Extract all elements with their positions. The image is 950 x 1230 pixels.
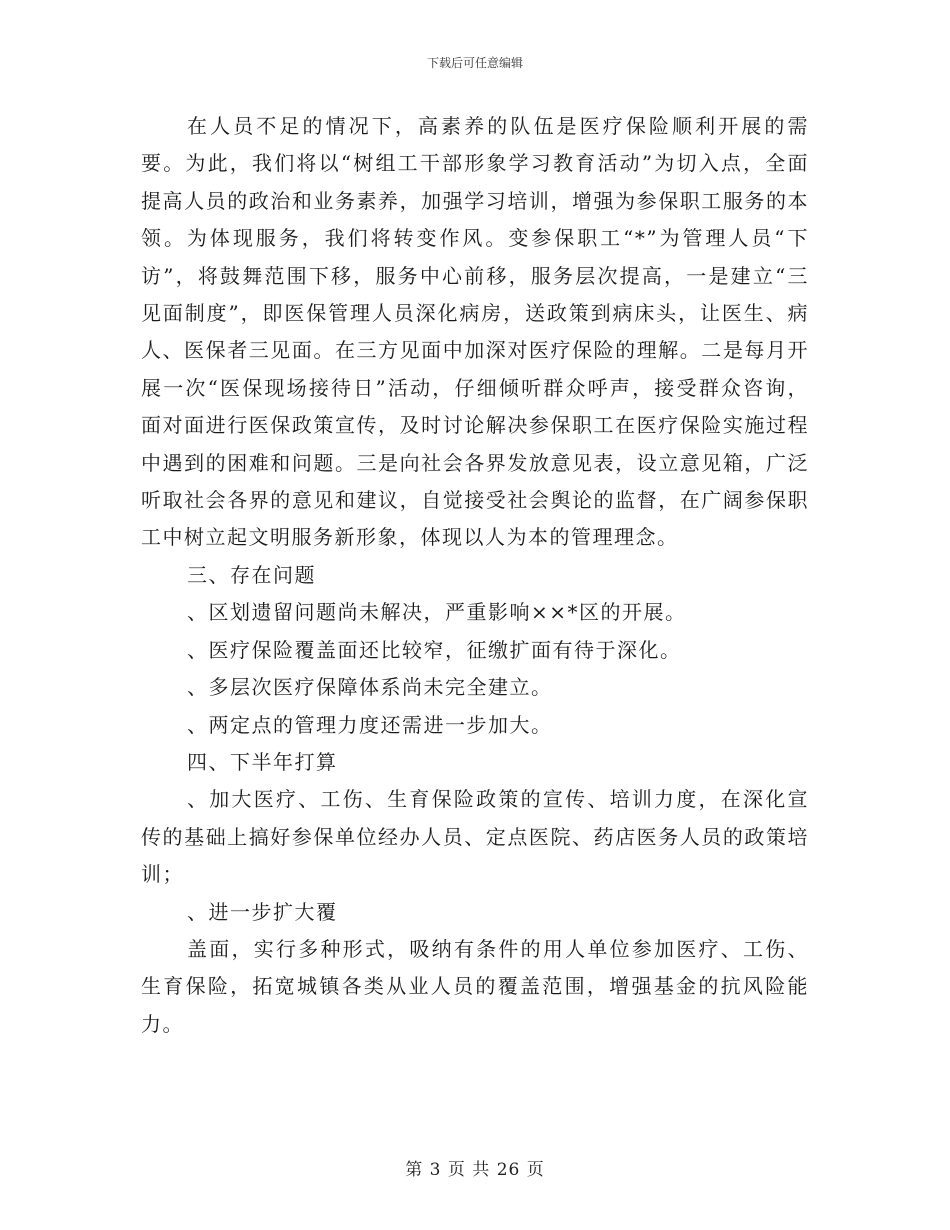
section-heading-plans: 四、下半年打算 — [187, 749, 338, 774]
problem-item-1: 、区划遗留问题尚未解决，严重影响××*区的开展。 — [187, 600, 687, 625]
plan-item-2-continued: 盖面，实行多种形式，吸纳有条件的用人单位参加医疗、工伤、生育保险，拓宽城镇各类从业人员的覆盖范围，增强基金的抗风险能力。 — [141, 936, 809, 1036]
section-heading-problems: 三、存在问题 — [187, 562, 316, 587]
plan-item-2: 、进一步扩大覆 — [187, 899, 338, 924]
plan-item-1: 、加大医疗、工伤、生育保险政策的宣传、培训力度，在深化宣传的基础上搞好参保单位经办人员、定点医院、药店医务人员的政策培训； — [141, 787, 809, 887]
page-header: 下载后可任意编辑 — [426, 56, 523, 70]
document-body — [141, 108, 809, 1043]
problem-item-2: 、医疗保险覆盖面还比较窄，征缴扩面有待于深化。 — [187, 637, 682, 662]
paragraph-staff-training: 在人员不足的情况下，高素养的队伍是医疗保险顺利开展的需要。为此，我们将以“树组工干部形象学习教育活动”为切入点，全面提高人员的政治和业务素养，加强学习培训，增强为参保职工服务的本领。为体现服务，我们将转变作风。变参保职工“*”为管理人员“下访”，将鼓舞范围下移，服务中心前移，服务层次提高，一是建立“三见面制度”，即医保管理人员深化病房，送政策到病床头，让医生、病人、医保者三见面。在三方见面中加深对医疗保险的理解。二是每月开展一次“医保现场接待日”活动，仔细倾听群众呼声，接受群众咨询，面对面进行医保政策宣传，及时讨论解决参保职工在医疗保险实施过程中遇到的困难和问题。三是向社会各界发放意见表，设立意见箱，广泛听取社会各界的意见和建议，自觉接受社会舆论的监督，在广阔参保职工中树立起文明服务新形象，体现以人为本的管理理念。 — [141, 114, 809, 550]
problem-item-4: 、两定点的管理力度还需进一步加大。 — [187, 712, 553, 737]
page-footer: 第 3 页 共 26 页 — [405, 1160, 545, 1180]
problem-item-3: 、多层次医疗保障体系尚未完全建立。 — [187, 675, 553, 700]
